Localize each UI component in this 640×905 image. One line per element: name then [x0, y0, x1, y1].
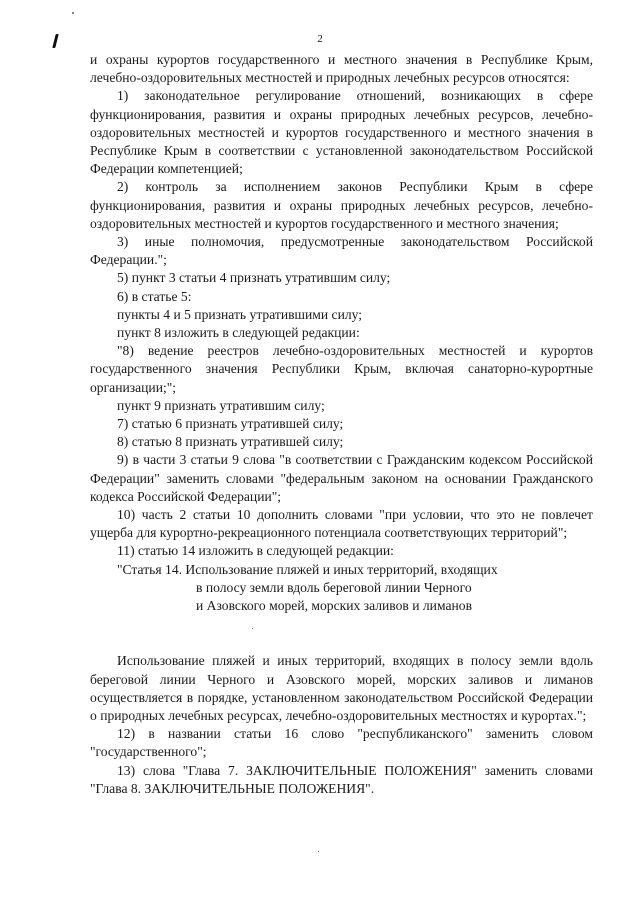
paragraph: 6) в статье 5: [117, 288, 192, 304]
paragraph: пункты 4 и 5 признать утратившими силу; [117, 306, 363, 322]
paragraph: 2) контроль за исполнением законов Республики Крым в сфере функционирования, развития и охраны природных лечебных ресурсов, лечебно-оздоровительных местностей и курортов государственного и местного значения; [90, 179, 593, 231]
scan-speck [72, 12, 74, 14]
paragraph: и охраны курортов государственного и местного значения в Республике Крым, лечебно-оздоровительных местностей и природных лечебных ресурсов относятся: [90, 52, 593, 86]
article-heading-line: и Азовского морей, морских заливов и лиманов [196, 598, 472, 614]
paragraph: 12) в названии статьи 16 слово "республиканского" заменить словом "государственного"; [90, 726, 593, 760]
paragraph: 1) законодательное регулирование отношений, возникающих в сфере функционирования, развития и охраны природных лечебных ресурсов, лечебно-оздоровительных местностей и курортов государственного и местного значения в Республике Крым в соответствии с установленной законодательством Российской Федерации компетенцией; [90, 88, 593, 177]
document-body [90, 51, 593, 798]
paragraph: 5) пункт 3 статьи 4 признать утратившим силу; [117, 270, 391, 286]
article-heading [90, 561, 593, 616]
paragraph: пункт 9 признать утратившим силу; [117, 397, 325, 413]
paragraph: "8) ведение реестров лечебно-оздоровительных местностей и курортов государственного значения Республики Крым, включая санаторно-курортные организации;"; [90, 343, 593, 395]
article-heading-line: "Статья 14. Использование пляжей и иных территорий, входящих [117, 561, 498, 577]
spacer [90, 615, 593, 652]
paragraph: 11) статью 14 изложить в следующей редакции: [117, 543, 394, 559]
page-number: 2 [317, 33, 323, 45]
article-heading-line: в полосу земли вдоль береговой линии Черного [196, 579, 472, 595]
scan-speck [318, 851, 319, 852]
paragraph: Использование пляжей и иных территорий, входящих в полосу земли вдоль береговой линии Черного и Азовского морей, морских заливов и лиманов осуществляется в порядке, установленном законодательством Российской Федерации о природных лечебных ресурсах, лечебно-оздоровительных местностях и курортах."; [90, 653, 593, 723]
paragraph: 10) часть 2 статьи 10 дополнить словами "при условии, что это не повлечет ущерба для курортно-рекреационного потенциала соответствующих территорий"; [90, 507, 593, 541]
paragraph: пункт 8 изложить в следующей редакции: [117, 325, 360, 341]
paragraph: 8) статью 8 признать утратившей силу; [117, 434, 344, 450]
paragraph: 3) иные полномочия, предусмотренные законодательством Российской Федерации."; [90, 234, 593, 268]
paragraph: 7) статью 6 признать утратившей силу; [117, 416, 344, 432]
paragraph: 13) слова "Глава 7. ЗАКЛЮЧИТЕЛЬНЫЕ ПОЛОЖЕНИЯ" заменить словами "Глава 8. ЗАКЛЮЧИТЕЛЬНЫЕ ПОЛОЖЕНИЯ". [90, 762, 593, 796]
paragraph: 9) в части 3 статьи 9 слова "в соответствии с Гражданским кодексом Российской Федерации" заменить словами "федеральным законом на основании Гражданского кодекса Российской Федерации"; [90, 452, 593, 504]
